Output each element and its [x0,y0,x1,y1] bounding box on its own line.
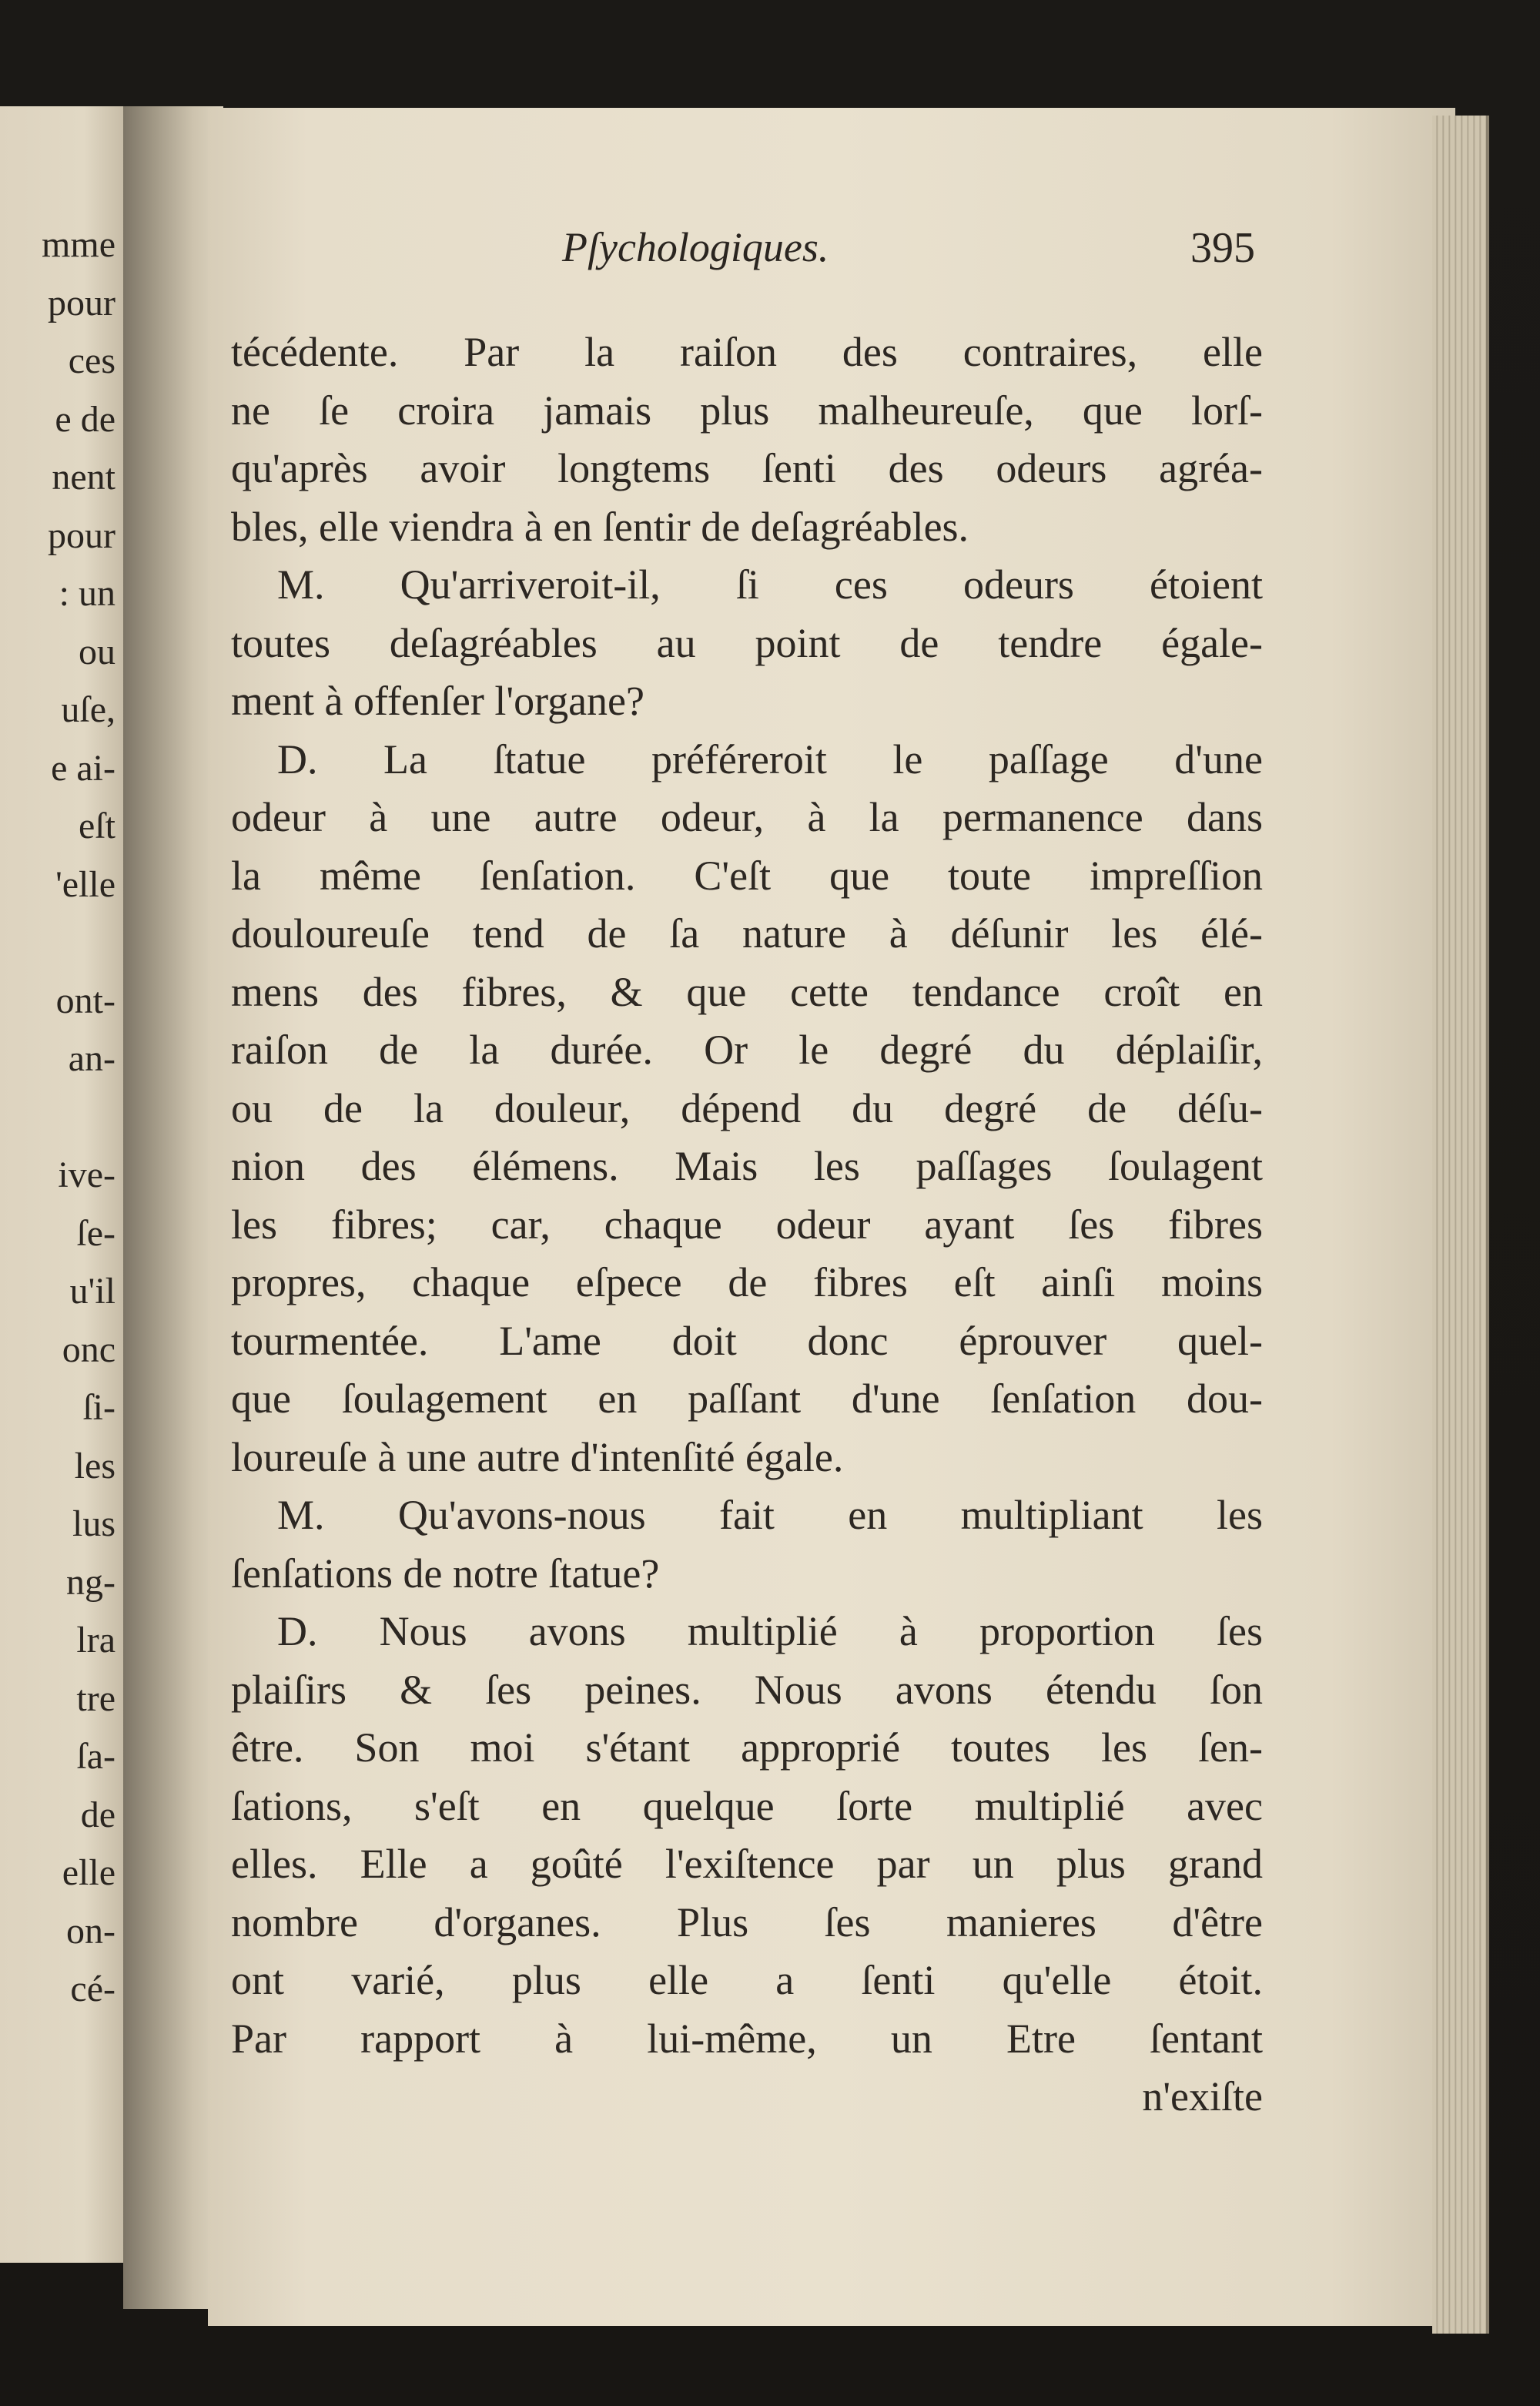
facing-page-fragment: ng- [66,1561,116,1603]
text-line: raiſon de la durée. Or le degré du déplaiſir, [231,1027,1263,1073]
text-line: M. Qu'avons-nous fait en multipliant les [277,1492,1263,1538]
running-head: Pſychologiques. [562,224,829,270]
text-line: D. La ſtatue préféreroit le paſſage d'une [277,736,1263,782]
facing-page-fragment: les [74,1445,116,1486]
text-line: técédente. Par la raiſon des contraires, elle [231,329,1263,375]
text-line: ment à offenſer l'organe? [231,678,644,724]
facing-page-fragment: ſe- [76,1212,116,1254]
text-line: loureuſe à une autre d'intenſité égale. [231,1433,844,1480]
facing-page-fragment: ces [68,340,116,381]
facing-page-fragment: lus [72,1503,116,1544]
text-line: la même ſenſation. C'eſt que toute impreſſion [231,852,1263,899]
catchword: n'exiſte [1142,2073,1263,2119]
text-line: nion des élémens. Mais les paſſages ſoulagent [231,1143,1263,1189]
text-line: ſenſations de notre ſtatue? [231,1550,660,1597]
text-line: propres, chaque eſpece de fibres eſt ainſi moins [231,1259,1263,1305]
text-line: que ſoulagement en paſſant d'une ſenſation dou- [231,1376,1263,1422]
text-line: ont varié, plus elle a ſenti qu'elle étoit. [231,1957,1263,2003]
facing-page-fragment: : un [59,573,116,614]
facing-page-fragment: elle [62,1852,116,1893]
text-line: être. Son moi s'étant approprié toutes les ſen- [231,1724,1263,1771]
facing-page-fragment: an- [68,1038,116,1079]
text-line: qu'après avoir longtems ſenti des odeurs agréa- [231,445,1263,491]
facing-page-fragment: 'elle [55,863,116,905]
facing-page-fragment: cé- [70,1969,116,2009]
text-line: les fibres; car, chaque odeur ayant ſes fibres [231,1201,1263,1248]
text-line: Par rapport à lui-même, un Etre ſentant [231,2015,1263,2062]
facing-page-fragment: ſi- [82,1387,116,1428]
text-line: plaiſirs & ſes peines. Nous avons étendu ſon [231,1666,1263,1713]
text-line: ou de la douleur, dépend du degré de déſu- [231,1084,1263,1131]
facing-page-fragment: eſt [79,806,116,846]
facing-page-fragment: onc [62,1329,116,1370]
facing-page-fragment: on- [66,1910,116,1952]
facing-page-fragment: de [80,1794,116,1835]
facing-page-fragment: pour [48,514,116,556]
text-line: M. Qu'arriveroit-il, ſi ces odeurs étoient [277,561,1263,608]
text-line: mens des fibres, & que cette tendance croît en [231,968,1263,1015]
page-number: 395 [1190,224,1255,272]
text-line: douloureuſe tend de ſa nature à déſunir les élé- [231,910,1263,957]
facing-page-fragment: lra [76,1620,116,1660]
facing-page-fragment: ou [79,631,116,672]
facing-page-fragment: ſa- [76,1736,116,1777]
text-line: nombre d'organes. Plus ſes manieres d'être [231,1898,1263,1945]
facing-page-fragment: ive- [58,1154,116,1195]
facing-page-left [0,106,140,2263]
text-line: odeur à une autre odeur, à la permanence dans [231,794,1263,840]
facing-page-fragment: pour [48,282,116,323]
facing-page-fragment: e ai- [51,747,116,789]
body-text [231,323,1263,2126]
text-line: elles. Elle a goûté l'exiſtence par un plus grand [231,1841,1263,1887]
facing-page-fragment: e de [55,398,116,440]
page-edges [1432,116,1489,2334]
text-line: ne ſe croira jamais plus malheureuſe, que lorſ- [231,387,1263,434]
facing-page-fragment: nent [52,457,116,498]
text-line: toutes deſagréables au point de tendre égale- [231,619,1263,666]
facing-page-fragment: u'il [69,1271,116,1312]
facing-page-fragment: ont- [55,980,116,1021]
text-line: bles, elle viendra à en ſentir de deſagréables. [231,503,969,550]
text-line: ſations, s'eſt en quelque ſorte multiplié avec [231,1782,1263,1829]
page-header [223,223,1255,285]
facing-page-fragment: tre [76,1677,116,1719]
facing-page-fragment: uſe, [61,689,116,730]
facing-page-fragment: mme [42,224,116,265]
text-line: tourmentée. L'ame doit donc éprouver quel- [231,1317,1263,1364]
text-line: D. Nous avons multiplié à proportion ſes [277,1608,1263,1654]
